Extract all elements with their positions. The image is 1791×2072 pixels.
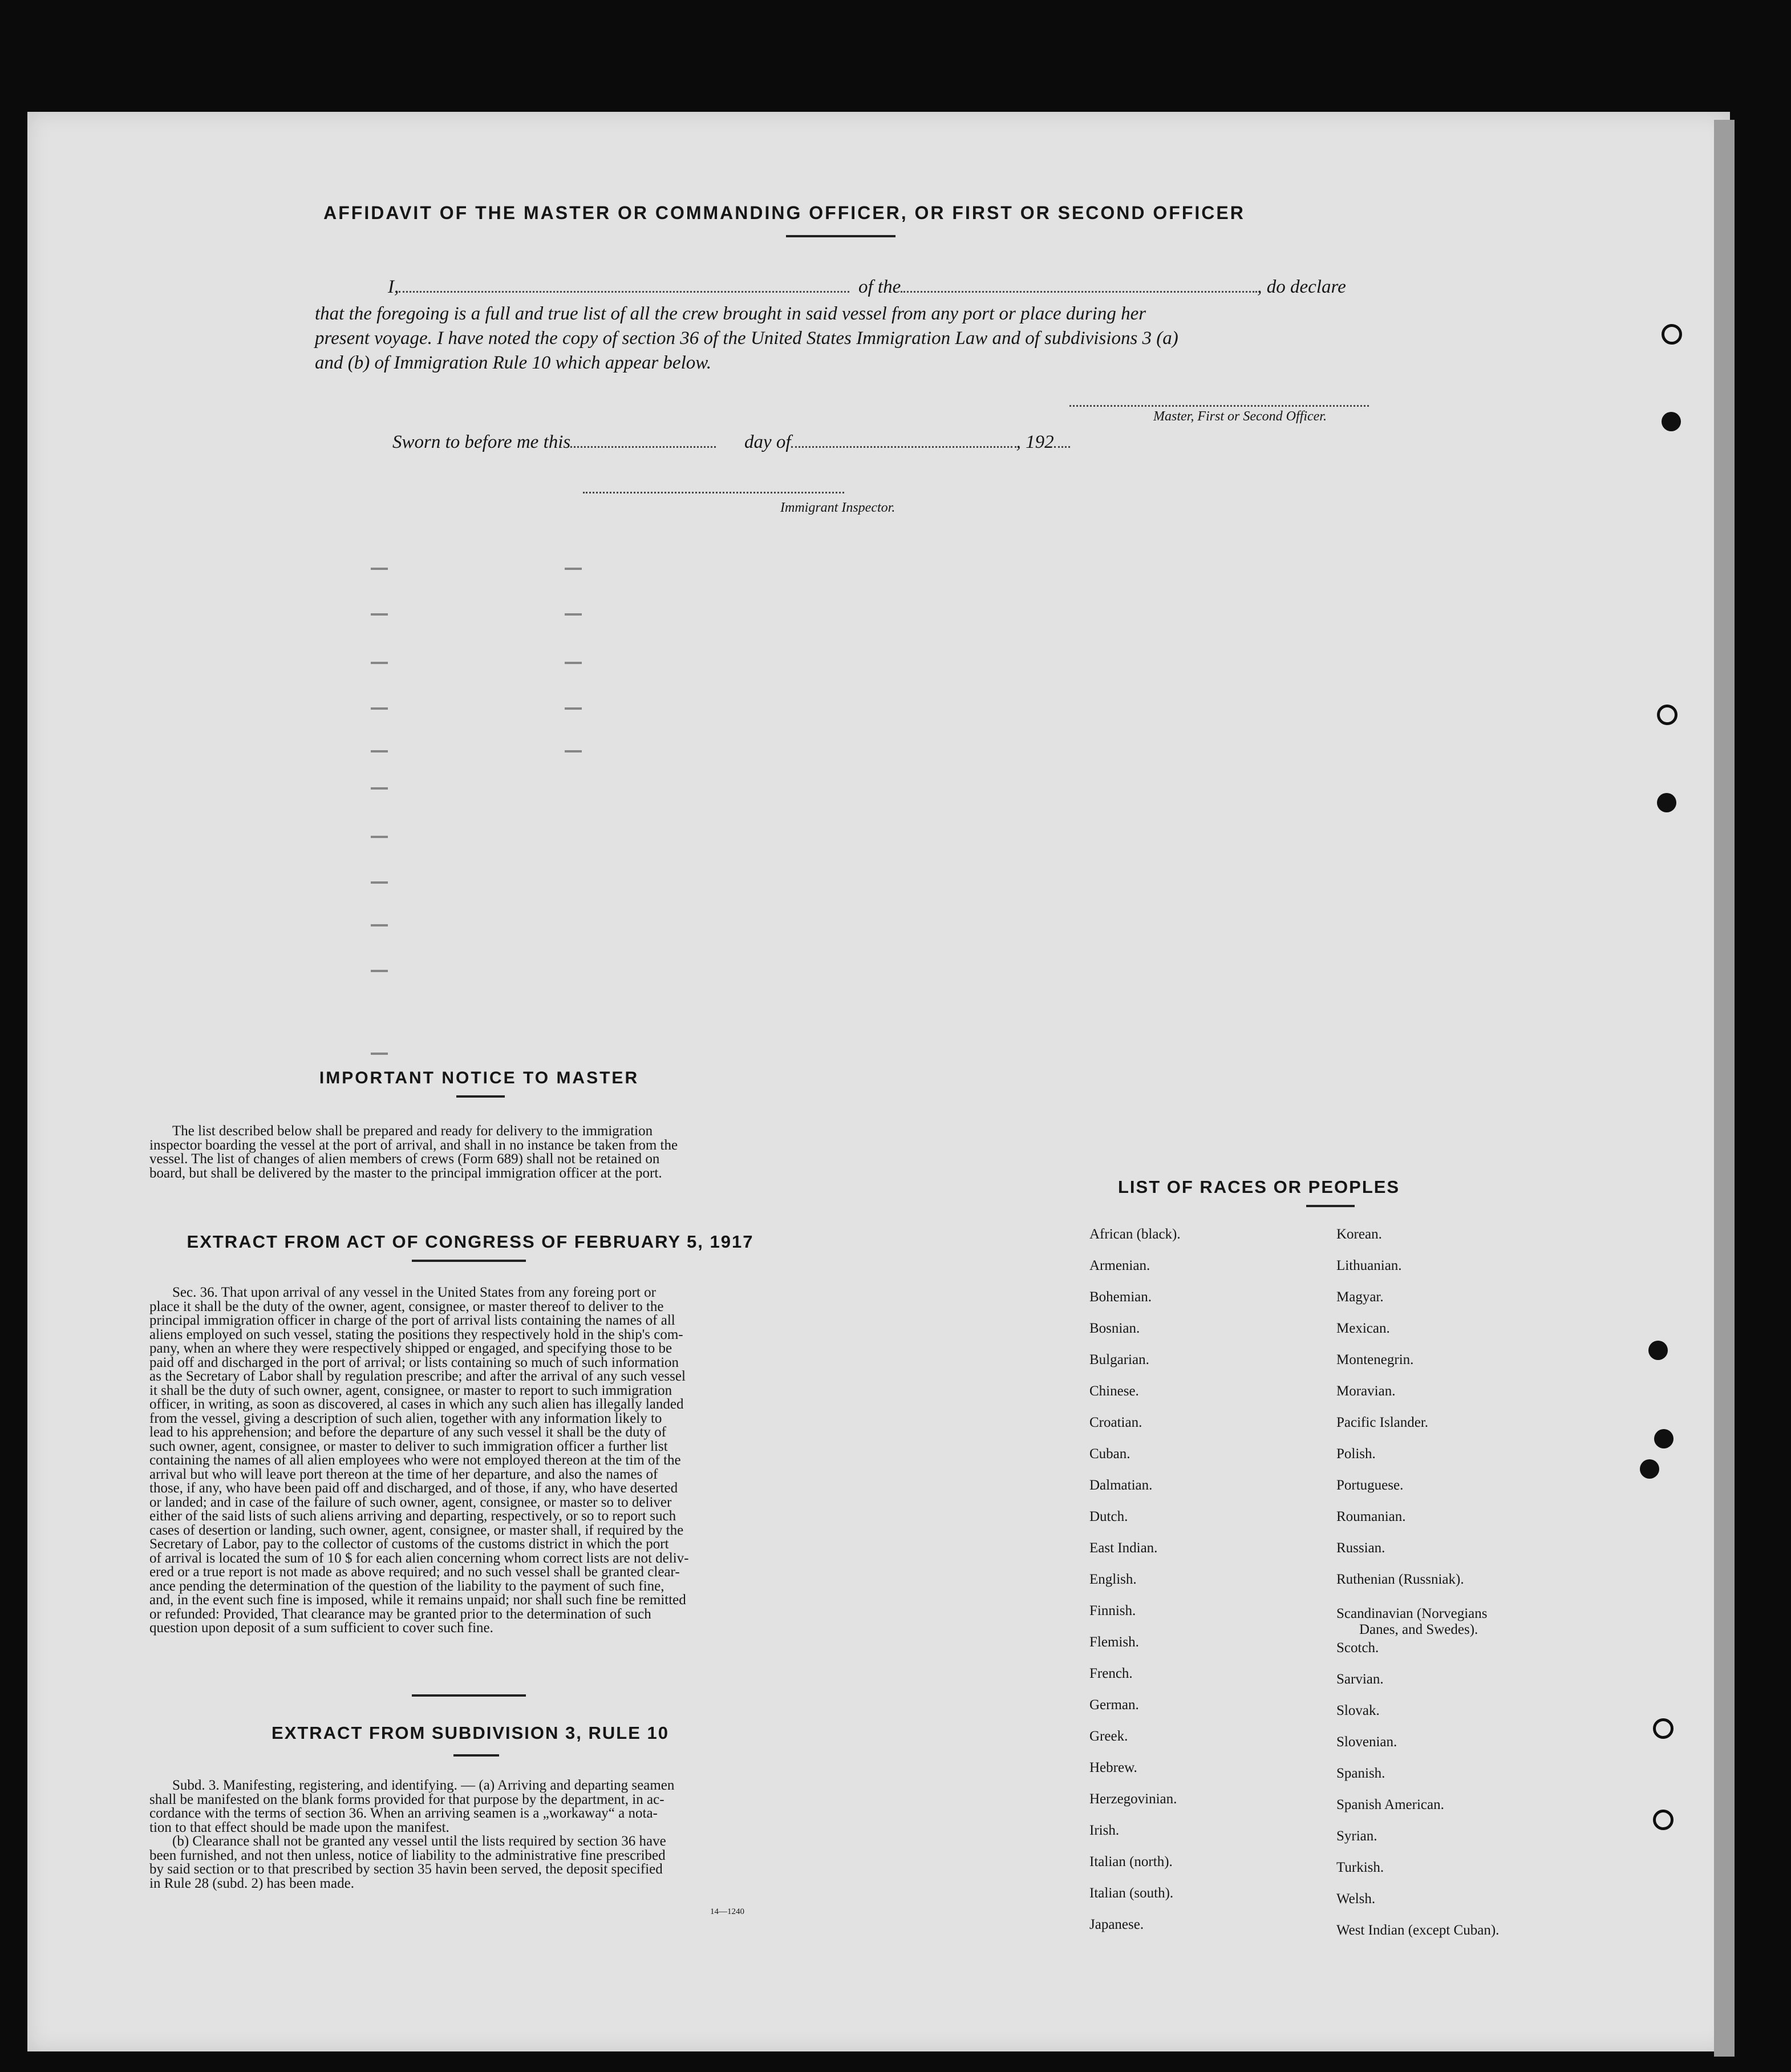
race-item: Hebrew. (1089, 1760, 1137, 1775)
binder-hole-icon (1648, 1341, 1668, 1360)
heading-rule (456, 1095, 505, 1098)
notice-line: vessel. The list of changes of alien members of crews (Form 689) shall not be retained on (149, 1151, 660, 1167)
binder-hole-icon (1653, 1718, 1674, 1739)
affidavit-line-2: that the foregoing is a full and true list of all the crew brought in said vessel from any port or place during her (315, 303, 1146, 324)
binder-hole-icon (1662, 324, 1682, 345)
race-item: Sarvian. (1336, 1672, 1384, 1687)
race-item: Scandinavian (Norvegians (1336, 1606, 1488, 1621)
race-item: Mexican. (1336, 1321, 1390, 1336)
heading-rule (453, 1754, 499, 1757)
act-line: cases of desertion or landing, such owner, agent, consignee, or master shall, if required by the (149, 1522, 684, 1538)
act-line: such owner, agent, consignee, or master to deliver to such immigration officer a further list (149, 1438, 668, 1454)
race-item: Magyar. (1336, 1289, 1384, 1305)
sworn-line-b (744, 432, 1070, 453)
race-item: German. (1089, 1697, 1139, 1713)
affidavit-line-3: present voyage. I have noted the copy of section 36 of the United States Immigration Law and of subdivisions 3 (a) (315, 328, 1178, 349)
race-item: East Indian. (1089, 1540, 1158, 1556)
section-rule (412, 1694, 526, 1697)
rule-line: in Rule 28 (subd. 2) has been made. (149, 1875, 354, 1891)
race-item: Russian. (1336, 1540, 1385, 1556)
race-item: Korean. (1336, 1227, 1382, 1242)
race-item: Ruthenian (Russniak). (1336, 1572, 1464, 1587)
of-the-label: of the (858, 277, 901, 297)
rule-line: cordance with the terms of section 36. When an arriving seamen is a „workaway“ a nota- (149, 1806, 658, 1821)
race-item: Bulgarian. (1089, 1352, 1149, 1367)
race-item: Lithuanian. (1336, 1258, 1402, 1273)
master-signature-line[interactable] (1069, 405, 1369, 407)
notice-line: inspector boarding the vessel at the port of arrival, and shall in no instance be taken from the (149, 1137, 678, 1153)
race-item: Herzegovinian. (1089, 1791, 1177, 1807)
notice-line: The list described below shall be prepared and ready for delivery to the immigration (172, 1123, 653, 1139)
notice-text (149, 1124, 791, 1180)
act-line: officer, in writing, as soon as discovered, al cases in which any such alien has illegally landed (149, 1397, 684, 1412)
race-item: Greek. (1089, 1729, 1128, 1744)
race-item: English. (1089, 1572, 1137, 1587)
race-item: Italian (south). (1089, 1885, 1174, 1901)
race-item: Syrian. (1336, 1828, 1377, 1844)
rule-extract-heading: EXTRACT FROM SUBDIVISION 3, RULE 10 (272, 1723, 669, 1743)
inspector-signature-label: Immigrant Inspector. (780, 500, 896, 515)
act-line: as the Secretary of Labor shall by regulation prescribe; and after the arrival of any such vessel (149, 1369, 686, 1384)
heading-rule (1306, 1205, 1355, 1207)
bleed-through-mark (565, 613, 582, 616)
rule-line: Subd. 3. Manifesting, registering, and identifying. — (a) Arriving and departing seamen (172, 1778, 675, 1793)
rule-line: by said section or to that prescribed by section 35 havin been served, the deposit specified (149, 1861, 663, 1877)
day-of-label: day of (744, 432, 791, 452)
act-line: or landed; and in case of the failure of such owner, agent, consignee, or master so to deliver (149, 1494, 672, 1510)
act-line: Sec. 36. That upon arrival of any vessel in the United States from any foreing port or (172, 1285, 656, 1300)
binder-hole-icon (1657, 705, 1677, 725)
i-label: I, (388, 277, 399, 297)
act-line: paid off and discharged in the port of arrival; or lists containing so much of such information (149, 1354, 679, 1370)
bleed-through-mark (371, 750, 388, 752)
race-item: Dalmatian. (1089, 1478, 1153, 1493)
race-item: Turkish. (1336, 1860, 1384, 1875)
bleed-through-mark (371, 613, 388, 616)
race-item: Irish. (1089, 1823, 1120, 1838)
race-item: African (black). (1089, 1227, 1181, 1242)
sworn-month-field[interactable] (791, 434, 1016, 448)
bleed-through-mark (371, 924, 388, 926)
sworn-year-field[interactable] (1054, 434, 1070, 448)
rule-line: tion to that effect should be made upon the manifest. (149, 1819, 449, 1835)
bleed-through-mark (371, 707, 388, 710)
act-line: aliens employed on such vessel, stating the positions they respectively hold in the ship's com- (149, 1326, 683, 1342)
race-item: Slovenian. (1336, 1734, 1397, 1750)
act-line: ance pending the determination of the question of the liability to the payment of such fine, (149, 1578, 664, 1594)
binder-hole-icon (1640, 1459, 1659, 1479)
bleed-through-mark (371, 970, 388, 972)
race-item: Croatian. (1089, 1415, 1142, 1430)
affidavit-line-1b (858, 277, 1346, 298)
act-line: Secretary of Labor, pay to the collector of customs of the customs district in which the port (149, 1536, 669, 1552)
race-item: Flemish. (1089, 1634, 1139, 1650)
inspector-signature-line[interactable] (583, 492, 844, 493)
act-line: from the vessel, giving a description of such alien, together with any information likely to (149, 1410, 662, 1426)
rule-line: shall be manifested on the blank forms provided for that purpose by the department, in ac- (149, 1791, 664, 1807)
sworn-label: Sworn to before me this (392, 432, 571, 452)
race-item: Scotch. (1336, 1640, 1379, 1656)
binder-hole-icon (1662, 412, 1681, 431)
bleed-through-mark (565, 750, 582, 752)
act-line: lead to his apprehension; and before the departure of any such vessel it shall be the duty of (149, 1424, 666, 1440)
race-item: Italian (north). (1089, 1854, 1173, 1869)
act-line: it shall be the duty of such owner, agent, consignee, or master to report to such immigration (149, 1382, 672, 1398)
act-line: or refunded: Provided, That clearance may be granted prior to the determination of such (149, 1606, 651, 1622)
do-declare-label: , do declare (1257, 277, 1346, 297)
rule-line: (b) Clearance shall not be granted any vessel until the lists required by section 36 have (172, 1834, 666, 1849)
binder-hole-icon (1657, 793, 1676, 812)
bleed-through-mark (565, 707, 582, 710)
bleed-through-mark (371, 662, 388, 664)
act-line: ered or a true report is not made as above required; and no such vessel shall be granted clear- (149, 1564, 680, 1580)
race-item: Spanish American. (1336, 1797, 1444, 1812)
act-line: either of the said lists of such aliens arriving and departing, respectively, or so to report such (149, 1508, 676, 1524)
race-item: Bohemian. (1089, 1289, 1152, 1305)
race-item: Welsh. (1336, 1891, 1376, 1907)
notice-line: board, but shall be delivered by the master to the principal immigration officer at the port. (149, 1165, 662, 1181)
act-line: those, if any, who have been paid off and discharged, and of those, if any, who have deserted (149, 1480, 678, 1496)
bleed-through-mark (565, 662, 582, 664)
rule-extract-text (149, 1779, 791, 1891)
sworn-day-field[interactable] (570, 434, 716, 448)
race-item: Slovak. (1336, 1703, 1380, 1718)
vessel-field[interactable] (901, 278, 1257, 293)
race-item: West Indian (except Cuban). (1336, 1923, 1500, 1938)
sworn-line (392, 432, 716, 453)
bleed-through-mark (371, 1053, 388, 1055)
act-extract-text (149, 1286, 791, 1636)
race-item: Danes, and Swedes). (1359, 1622, 1478, 1637)
bleed-through-mark (371, 787, 388, 790)
act-line: and, in the event such fine is imposed, while it remains unpaid; nor shall such fine be remitted (149, 1592, 686, 1608)
act-line: arrival but who will leave port thereon at the time of her departure, and also the names of (149, 1466, 658, 1482)
act-line: place it shall be the duty of the owner, agent, consignee, or master thereof to deliver to the (149, 1298, 664, 1314)
act-line: question upon deposit of a sum sufficient to cover such fine. (149, 1620, 493, 1636)
race-item: Armenian. (1089, 1258, 1150, 1273)
heading-rule (786, 235, 896, 237)
name-field[interactable] (399, 278, 849, 293)
affidavit-heading: AFFIDAVIT OF THE MASTER OR COMMANDING OFFICER, OR FIRST OR SECOND OFFICER (323, 203, 1245, 223)
notice-heading: IMPORTANT NOTICE TO MASTER (319, 1069, 639, 1087)
bleed-through-mark (371, 568, 388, 570)
affidavit-line-4: and (b) of Immigration Rule 10 which appear below. (315, 353, 712, 373)
act-extract-heading: EXTRACT FROM ACT OF CONGRESS OF FEBRUARY 5, 1917 (187, 1232, 754, 1252)
form-number: 14—1240 (710, 1907, 744, 1916)
race-item: Spanish. (1336, 1766, 1385, 1781)
races-heading: LIST OF RACES OR PEOPLES (1118, 1177, 1400, 1197)
race-item: Polish. (1336, 1446, 1376, 1462)
race-item: Moravian. (1336, 1383, 1396, 1399)
race-item: Japanese. (1089, 1917, 1144, 1932)
race-item: Portuguese. (1336, 1478, 1404, 1493)
race-item: Montenegrin. (1336, 1352, 1414, 1367)
heading-rule (412, 1260, 526, 1262)
act-line: principal immigration officer in charge of the port of arrival lists containing the names of all (149, 1313, 675, 1328)
bleed-through-mark (371, 836, 388, 838)
race-item: Roumanian. (1336, 1509, 1406, 1524)
bleed-through-mark (565, 568, 582, 570)
race-item: Pacific Islander. (1336, 1415, 1429, 1430)
act-line: containing the names of all alien employees who were not employed thereon at the tim of the (149, 1452, 681, 1468)
race-item: Bosnian. (1089, 1321, 1140, 1336)
race-item: French. (1089, 1666, 1133, 1681)
race-item: Finnish. (1089, 1603, 1136, 1618)
act-line: of arrival is located the sum of 10 $ for each alien concerning whom correct lists are not deliv- (149, 1550, 689, 1566)
binder-hole-icon (1654, 1429, 1674, 1448)
race-item: Dutch. (1089, 1509, 1128, 1524)
binder-hole-icon (1653, 1810, 1674, 1830)
affidavit-line-1 (388, 277, 849, 298)
race-item: Chinese. (1089, 1383, 1139, 1399)
race-item: Cuban. (1089, 1446, 1130, 1462)
page-edge (1714, 120, 1735, 2057)
master-signature-label: Master, First or Second Officer. (1153, 409, 1327, 424)
year-label: , 192 (1016, 432, 1054, 452)
bleed-through-mark (371, 881, 388, 884)
rule-line: been furnished, and not then unless, notice of liability to the administrative fine prescribed (149, 1847, 666, 1863)
act-line: pany, when an where they were respectively shipped or engaged, and specifying those to be (149, 1341, 672, 1356)
